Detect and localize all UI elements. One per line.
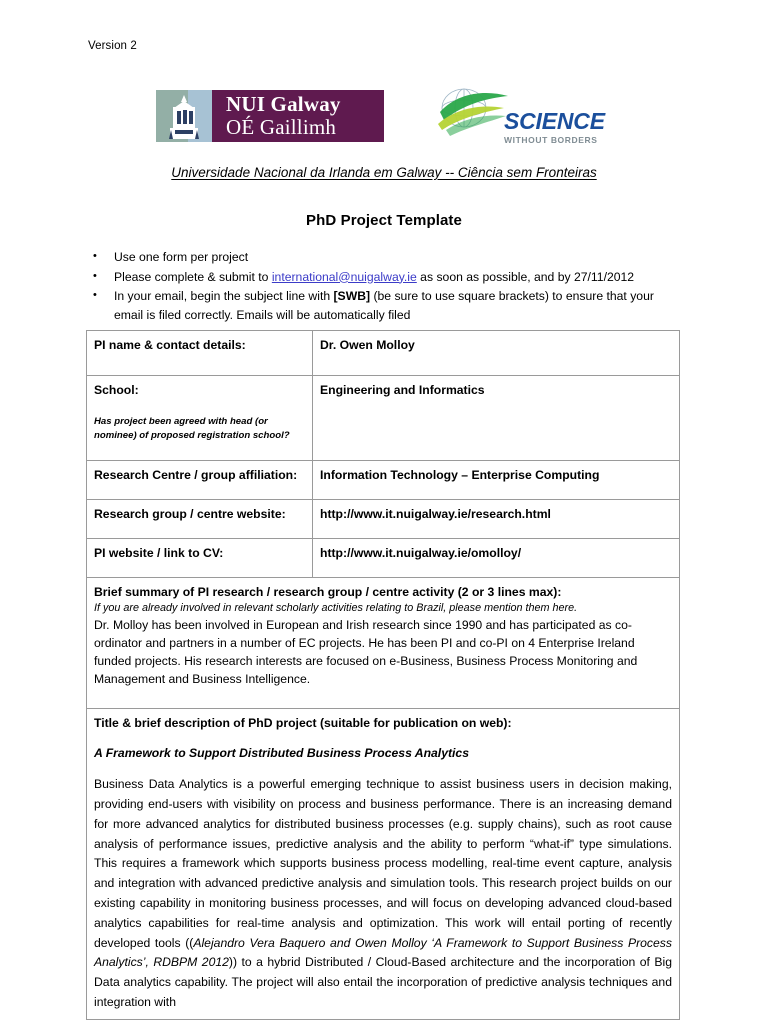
nui-logo-line2: OÉ Gaillimh (226, 114, 337, 139)
table-cell-label (87, 500, 313, 539)
bullet-icon: • (93, 269, 97, 282)
row-label-pi-name: PI name & contact details: (94, 338, 246, 352)
table-cell-value[interactable] (313, 331, 680, 376)
row-value-group-website: http://www.it.nuigalway.ie/research.html (320, 507, 551, 521)
project-description-part1: Business Data Analytics is a powerful emerging technique to assist business users in decision making, providing end-users with visibility on process and business performance. There is an increasing demand for more advanced analytics for distributed business processes (e.g. supply chains), such as root cause analysis of performance issues, predictive analysis and the ability to perform “what-if” type simulations. This requires a framework which supports business process modelling, real-time event capture, analysis and integration with advanced predictive analysis and simulation tools. This research project builds on our existing capability in monitoring business processes, and will focus on developing advanced cloud-based analytics capabilities for real-time analysis and optimization. This work will entail porting of recently developed tools (( (94, 777, 672, 950)
summary-heading: Brief summary of PI research / research group / centre activity (2 or 3 lines max): (94, 585, 562, 599)
row-subnote-school-agreement: Has project been agreed with head (or nominee) of proposed registration school? (94, 416, 290, 441)
instruction-text-3-post: (be sure to use square brackets) to ensure that your email is filed correctly. Emails will be automatically filed (114, 289, 654, 322)
table-cell-label (87, 376, 313, 461)
swb-science-text: SCIENCE (504, 108, 605, 134)
table-row-project (87, 708, 680, 1019)
table-row (87, 500, 680, 539)
row-label-group-website: Research group / centre website: (94, 507, 286, 521)
project-description-part2: )) to a hybrid Distributed / Cloud-Based architecture and the incorporation of Big Data analytics capability. The project will also entail the incorporation of predictive analysis techniques and integration with (94, 955, 672, 1009)
list-item (88, 287, 680, 324)
row-label-pi-website: PI website / link to CV: (94, 546, 224, 560)
table-cell-value[interactable] (313, 461, 680, 500)
instruction-text-2-post: as soon as possible, and by 27/11/2012 (416, 269, 635, 284)
project-heading: Title & brief description of PhD project (suitable for publication on web): (94, 715, 512, 730)
instruction-text-3-pre: In your email, begin the subject line with (114, 289, 334, 304)
project-details-table (86, 330, 680, 1020)
table-row (87, 331, 680, 376)
table-cell-label (87, 331, 313, 376)
table-cell-value[interactable] (313, 500, 680, 539)
summary-instruction: If you are already involved in relevant scholarly activities relating to Brazil, please mention them here. (94, 602, 578, 615)
version-label: Version 2 (88, 40, 137, 52)
table-row (87, 461, 680, 500)
bullet-icon: • (93, 250, 97, 262)
row-value-research-centre: Information Technology – Enterprise Computing (320, 468, 600, 482)
table-cell-label (87, 461, 313, 500)
table-cell-value[interactable] (313, 376, 680, 461)
row-label-research-centre: Research Centre / group affiliation: (94, 468, 298, 482)
summary-body: Dr. Molloy has been involved in European and Irish research since 1990 and has participated as co-ordinator and partners in a number of EC projects. He has been PI and co-PI on 4 Enterprise Ireland funded projects. His research interests are focused on e-Business, Business Process Monitoring and Management and Business Intelligence. (94, 617, 638, 686)
email-link[interactable]: international@nuigalway.ie (271, 269, 417, 284)
instructions-list (88, 248, 680, 325)
nui-galway-logo (156, 90, 384, 142)
swb-tag-bold: [SWB] (333, 289, 371, 304)
instruction-text-1: Use one form per project (114, 250, 249, 264)
nui-logo-line1: NUI Galway (226, 92, 341, 116)
page-title: PhD Project Template (306, 212, 462, 229)
swb-subtitle-text: WITHOUT BORDERS (504, 135, 598, 145)
list-item (88, 268, 680, 287)
portuguese-subtitle: Universidade Nacional da Irlanda em Galway -- Ciência sem Fronteiras (171, 165, 597, 180)
list-item (88, 248, 680, 267)
instruction-text-2-pre: Please complete & submit to (114, 269, 272, 284)
science-without-borders-logo (428, 80, 623, 152)
summary-cell[interactable] (87, 578, 680, 709)
project-cell[interactable] (87, 708, 680, 1019)
table-row (87, 539, 680, 578)
bullet-icon: • (93, 289, 97, 302)
row-value-pi-website: http://www.it.nuigalway.ie/omolloy/ (320, 546, 522, 560)
table-cell-label (87, 539, 313, 578)
table-row-summary (87, 578, 680, 709)
logo-band (88, 74, 680, 156)
project-title: A Framework to Support Distributed Business Process Analytics (94, 746, 469, 761)
project-description (94, 775, 672, 1012)
project-citation: Alejandro Vera Baquero and Owen Molloy ‘A Framework to Support Business Process Analytics’, RDBPM 2012 (94, 935, 672, 970)
table-cell-value[interactable] (313, 539, 680, 578)
row-value-school: Engineering and Informatics (320, 383, 485, 397)
row-label-school: School: (94, 383, 139, 397)
nui-galway-quadrangle-tower-icon (156, 90, 212, 142)
row-value-pi-name: Dr. Owen Molloy (320, 338, 415, 352)
table-row (87, 376, 680, 461)
